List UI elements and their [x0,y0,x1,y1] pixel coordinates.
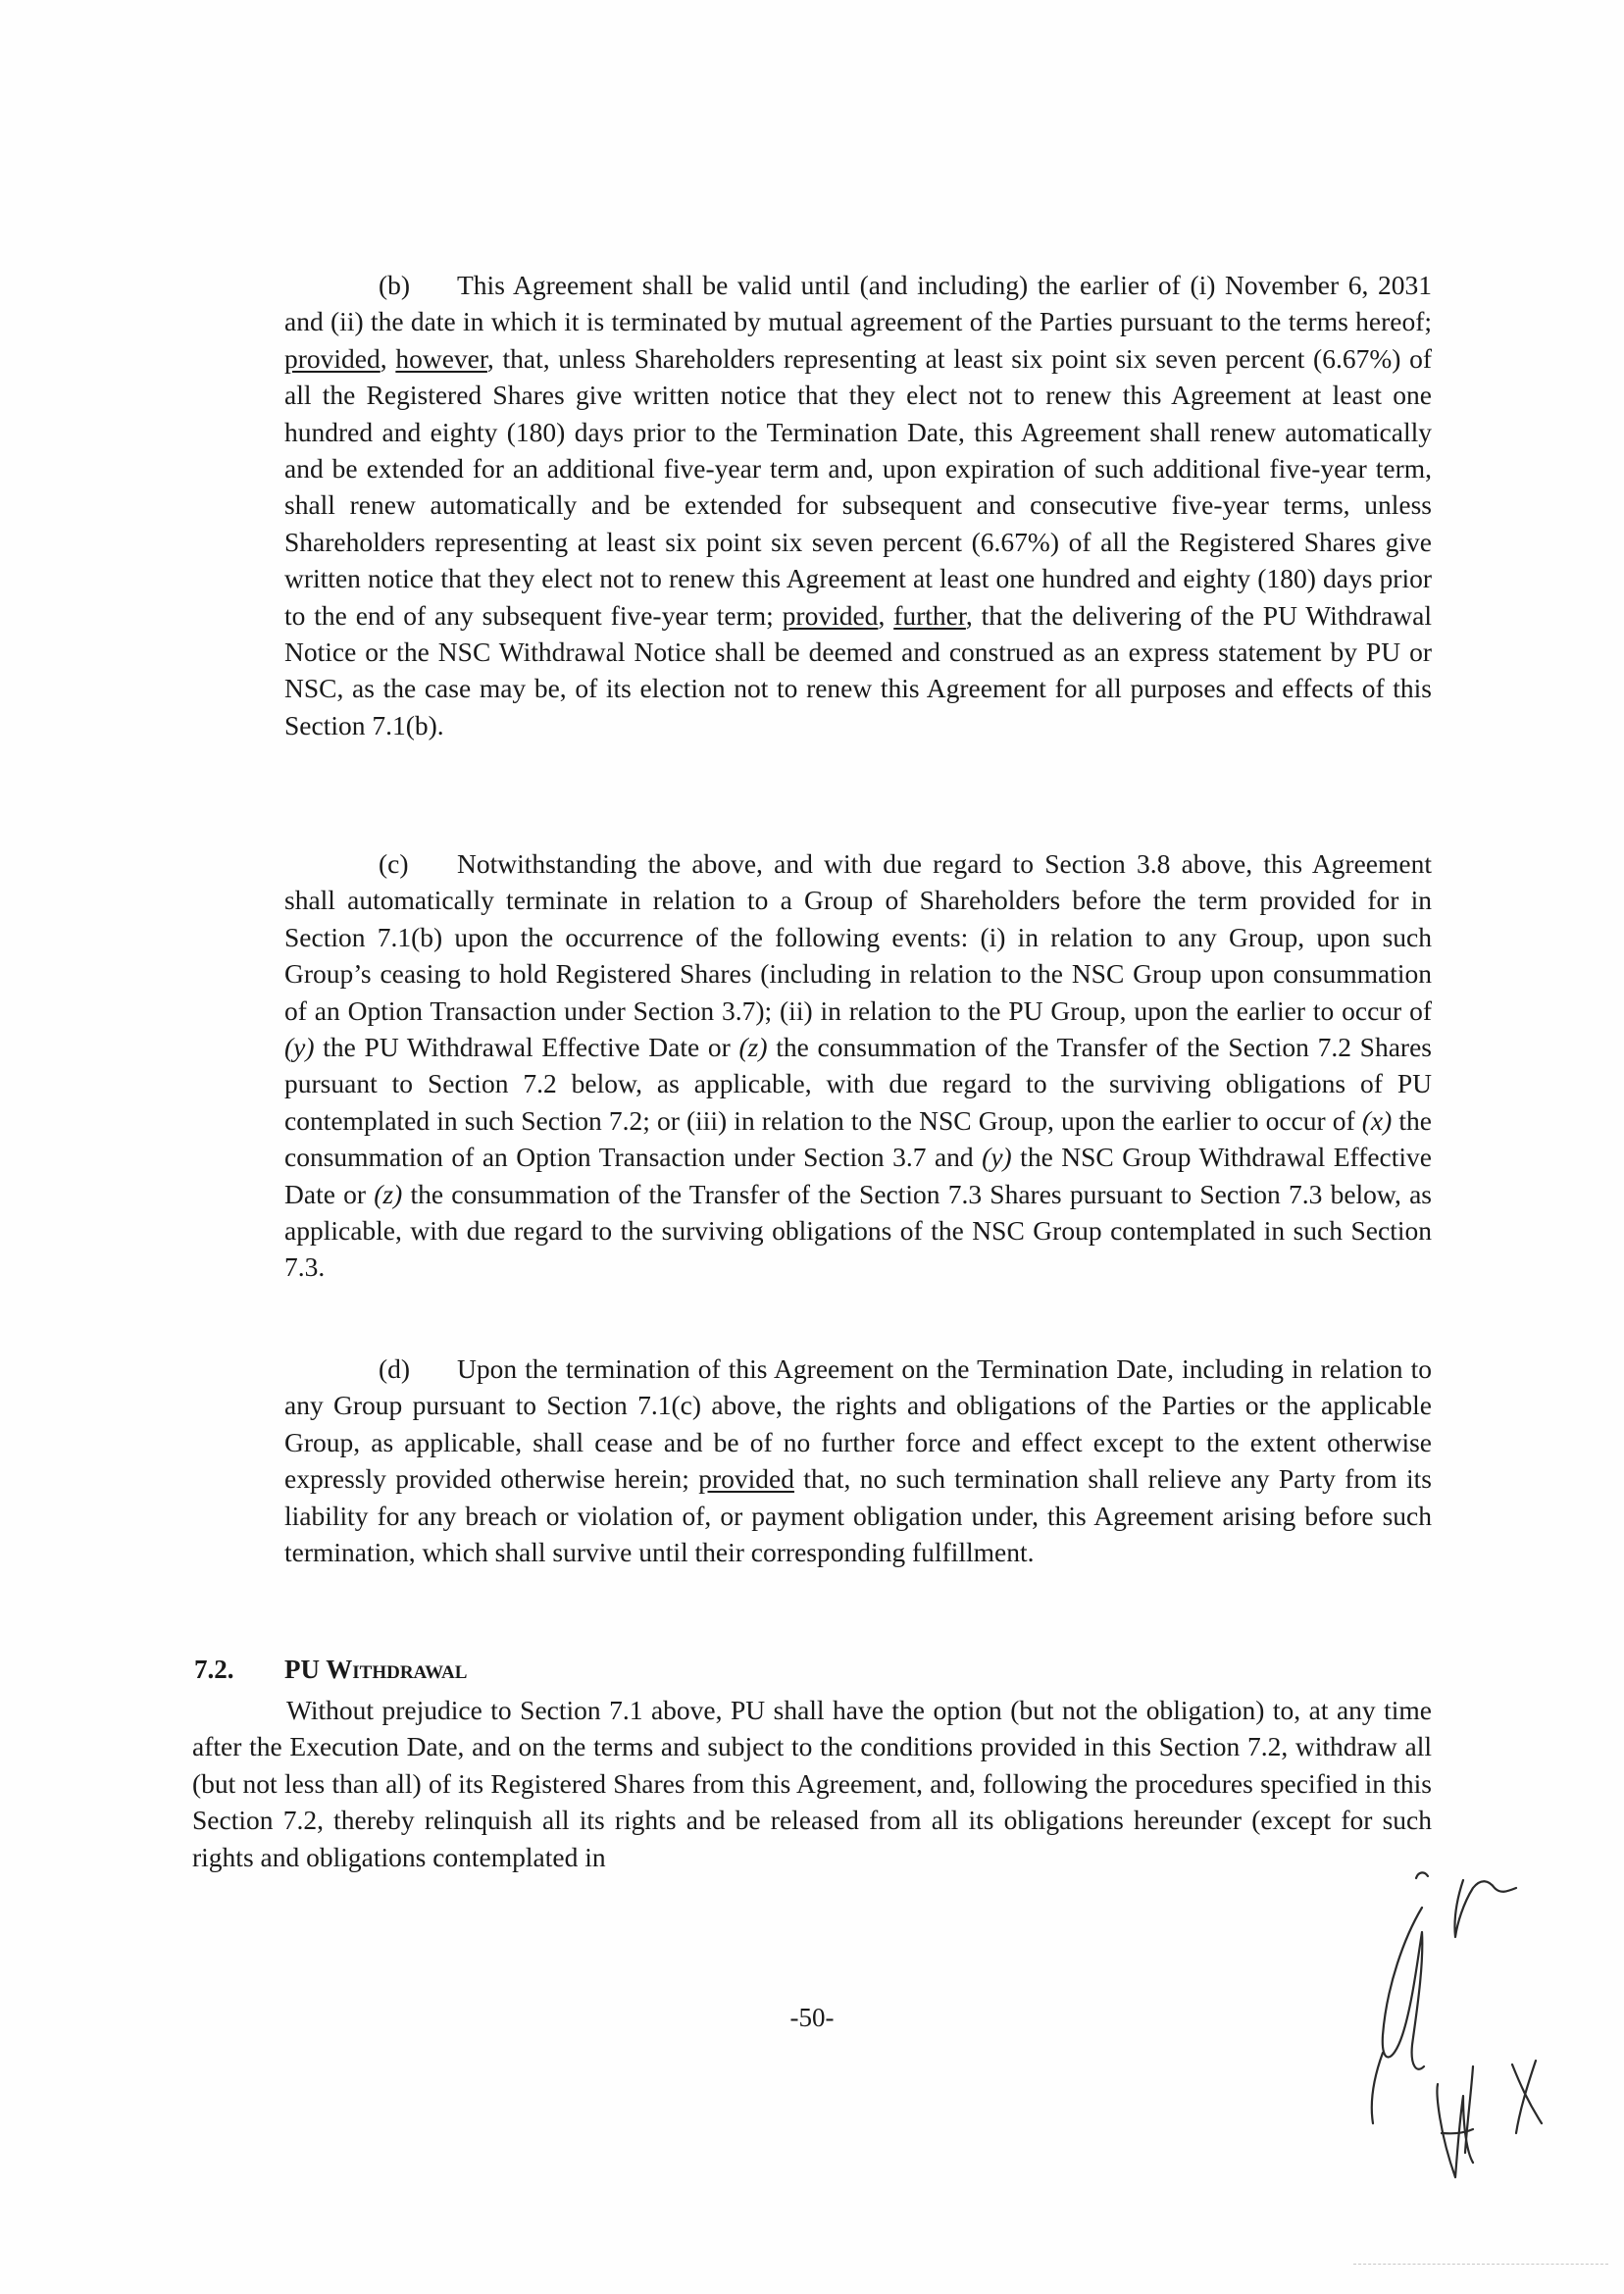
section-7-1-c [284,845,1432,1286]
clause-text: the consummation of the Transfer of the Section 7.3 Shares pursuant to Section 7.3 below, as applicable, with due regard to the surviving obligations of the NSC Group contemplated in such Section 7.3. [284,1178,1432,1283]
section-title: PU Withdrawal [284,1655,468,1684]
scan-edge-line [1353,2264,1608,2267]
underlined-term: however [395,342,487,374]
clause-text: , [878,599,894,631]
section-7-1-b [284,267,1432,743]
underlined-term: provided [284,342,381,374]
clause-label-c: (c) [379,848,409,879]
italic-marker: (z) [738,1032,768,1063]
italic-marker: (x) [1361,1104,1393,1136]
initial-stroke [1383,1908,1424,2069]
clause-label-d: (d) [379,1353,411,1384]
clause-text: , that the delivering of the PU Withdrawal Notice or the NSC Withdrawal Notice shall be deemed and construed as an express statement by PU or NSC, as the case may be, of its election not to renew this Agreement for all purposes and effects of this Section 7.1(b). [284,599,1432,740]
initial-stroke [1454,1880,1516,1937]
clause-text: the consummation of an Option Transaction under Section 3.7 and [284,1104,1432,1173]
italic-marker: (y) [284,1032,315,1063]
clause-text: Notwithstanding the above, and with due regard to Section 3.8 above, this Agreement shall automatically terminate in relation to a Group of Shareholders before the term provided for in Section 7.1(b) upon the occurrence of the following events: (i) in relation to any Group, upon such Group’s ceasing to hold Registered Shares (including in relation to the NSC Group upon consummation of an Option Transaction under Section 3.7); (ii) in relation to the PU Group, upon the earlier to occur of [284,848,1432,1026]
italic-marker: (y) [982,1142,1012,1173]
handwritten-initials [1353,1839,1569,2202]
section-number: 7.2. [194,1655,234,1684]
section-7-1-d [284,1351,1432,1570]
clause-text: the PU Withdrawal Effective Date or [314,1032,739,1063]
italic-marker: (z) [374,1178,403,1209]
clause-text: the NSC Group Withdrawal Effective Date or [284,1142,1432,1209]
page-number: -50- [789,2003,835,2032]
clause-label-b: (b) [379,270,411,300]
underlined-term: provided [782,599,879,631]
underlined-term: further [893,599,966,631]
initial-stroke [1372,2053,1383,2123]
initial-stroke [1442,2129,1473,2133]
section-7-2-body: Without prejudice to Section 7.1 above, PU shall have the option (but not the obligation) to, at any time after the Execution Date, and on the terms and subject to the conditions provided in this Section 7.2, withdraw all (but not less than all) of its Registered Shares from this Agreement, and, following the procedures specified in this Section 7.2, thereby relinquish all its rights and be released from all its obligations hereunder (except for such rights and obligations contemplated in [192,1695,1432,1872]
initial-stroke [1512,2065,1542,2123]
underlined-term: provided [698,1463,794,1495]
clause-text: that, no such termination shall relieve any Party from its liability for any breach or violation of, or payment obligation under, this Agreement arising before such termination, which shall survive until their corresponding fulfillment. [284,1463,1432,1568]
section-heading-7-2 [194,1655,467,1685]
clause-text: , [380,342,396,374]
clause-text: the consummation of the Transfer of the Section 7.2 Shares pursuant to Section 7.2 below, as applicable, with due regard to the surviving obligations of PU contemplated in such Section 7.2; or (iii) in relation to the NSC Group, upon the earlier to occur of [284,1032,1432,1136]
clause-text: , that, unless Shareholders representing at least six point six seven percent (6.67%) of all the Registered Shares give written notice that they elect not to renew this Agreement at least one hundred and eighty (180) days prior to the Termination Date, this Agreement shall renew automatically and be extended for an additional five-year term and, upon expiration of such additional five-year term, shall renew automatically and be extended for subsequent and consecutive five-year terms, unless Shareholders representing at least six point six seven percent (6.67%) of all the Registered Shares give written notice that they elect not to renew this Agreement at least one hundred and eighty (180) days prior to the end of any subsequent five-year term; [284,342,1432,631]
clause-text: Upon the termination of this Agreement on the Termination Date, including in relation to any Group pursuant to Section 7.1(c) above, the rights and obligations of the Parties or the applicable Group, as applicable, shall cease and be of no further force and effect except to the extent otherwise expressly provided otherwise herein; [284,1353,1432,1495]
initial-stroke [1465,2066,1473,2153]
clause-text: This Agreement shall be valid until (and including) the earlier of (i) November 6, 2031 and (ii) the date in which it is terminated by mutual agreement of the Parties pursuant to the terms hereof; [284,270,1432,337]
initial-stroke [1416,1872,1428,1878]
